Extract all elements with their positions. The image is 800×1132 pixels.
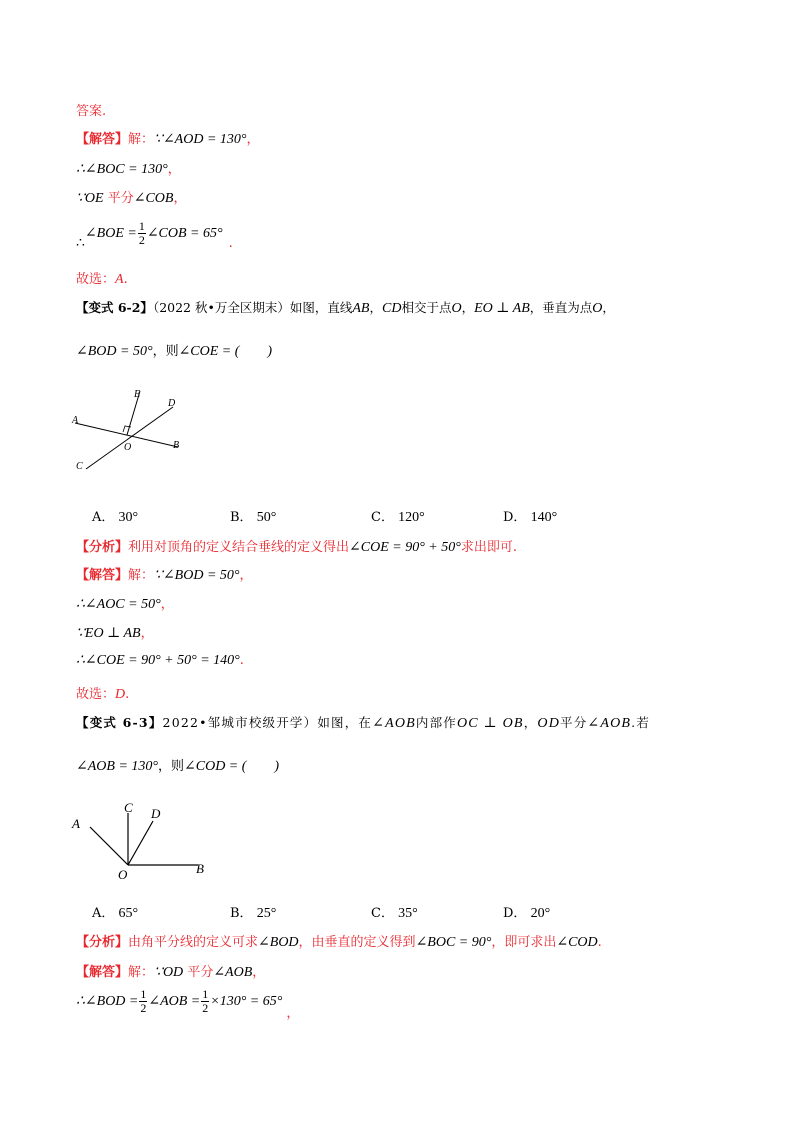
option-b[interactable]: B． 25°	[230, 906, 277, 921]
solution-1-line-4: ∴∠BOE = $\frac{1}{2}$ ∠COB = 65°.	[76, 219, 233, 251]
ray-oa	[90, 827, 128, 865]
question-tag: 【变式 6-2】	[76, 300, 153, 315]
fraction: $\frac{1}{2}$	[138, 219, 145, 247]
question-6-2-line-1: 【变式 6-2】（2022 秋•万全区期末）如图，直线AB，CD相交于点O，EO ⊥ AB，垂直为点O，	[76, 300, 615, 316]
question-6-3-analysis: 【分析】由角平分线的定义可求∠BOD，由垂直的定义得到∠BOC = 90°，即可求出∠COD.	[76, 935, 602, 950]
label-a: A	[72, 415, 79, 426]
fraction: $\frac{1}{2}$	[202, 987, 209, 1015]
label-c: C	[76, 461, 83, 472]
question-6-3-line-1: 【变式 6-3】2022•邹城市校级开学）如图，在∠AOB内部作OC ⊥ OB，OD平分∠AOB.若	[76, 715, 651, 731]
option-d[interactable]: D． 140°	[503, 510, 558, 525]
question-tag: 【变式 6-3】	[76, 715, 163, 730]
question-6-2-solution-line-1: 【解答】解：∵∠BOD = 50°，	[76, 568, 253, 583]
figure-angle-aob	[68, 795, 218, 887]
question-6-2-solution-line-4: ∴∠COE = 90° + 50° = 140°.	[76, 653, 244, 668]
solution-tag: 【解答】	[76, 132, 129, 147]
solution-1-line-3: ∵OE 平分∠COB，	[76, 191, 187, 206]
label-d: D	[168, 398, 176, 409]
option-b[interactable]: B． 50°	[230, 510, 277, 525]
label-o: O	[118, 867, 128, 882]
label-a: A	[72, 816, 80, 831]
solution-1-choice: 故选：A.	[76, 272, 128, 287]
option-a[interactable]: A． 30°	[92, 510, 139, 525]
figure-intersecting-lines	[70, 383, 185, 473]
question-6-2-solution-line-2: ∴∠AOC = 50°，	[76, 597, 174, 612]
question-6-3-line-2: ∠AOB = 130°，则∠COD = ( )	[76, 759, 280, 774]
right-angle-mark	[123, 426, 131, 432]
label-b: B	[173, 440, 180, 451]
label-e: E	[134, 389, 141, 400]
answer-heading: 答案.	[76, 104, 107, 119]
line-cd	[86, 407, 173, 469]
label-o: O	[124, 442, 132, 453]
solution-1-line-1: 【解答】解：∵∠AOD = 130°，	[76, 132, 260, 147]
question-6-3-solution-line-1: 【解答】解：∵OD 平分∠AOB，	[76, 965, 266, 980]
option-a[interactable]: A． 65°	[92, 906, 139, 921]
label-b: B	[196, 861, 204, 876]
fraction: $\frac{1}{2}$	[140, 987, 147, 1015]
solution-1-line-2: ∴∠BOC = 130°，	[76, 162, 181, 177]
question-6-3-solution-line-2: ∴∠BOD = $\frac{1}{2}$ ∠AOB = $\frac{1}{2}$ ×130° = 65°，	[76, 987, 300, 1021]
ray-od	[128, 821, 153, 865]
question-6-2-analysis: 【分析】利用对顶角的定义结合垂线的定义得出∠COE = 90° + 50°求出即可.	[76, 540, 517, 555]
option-d[interactable]: D． 20°	[503, 906, 551, 921]
option-c[interactable]: C． 120°	[371, 510, 425, 525]
question-6-2-line-2: ∠BOD = 50°，则∠COE = ( )	[76, 344, 273, 359]
label-d: D	[151, 806, 161, 821]
question-6-2-solution-line-3: ∵EO ⊥ AB，	[76, 626, 154, 641]
label-c: C	[124, 800, 133, 815]
option-c[interactable]: C． 35°	[371, 906, 418, 921]
question-6-2-choice: 故选：D.	[76, 687, 130, 702]
